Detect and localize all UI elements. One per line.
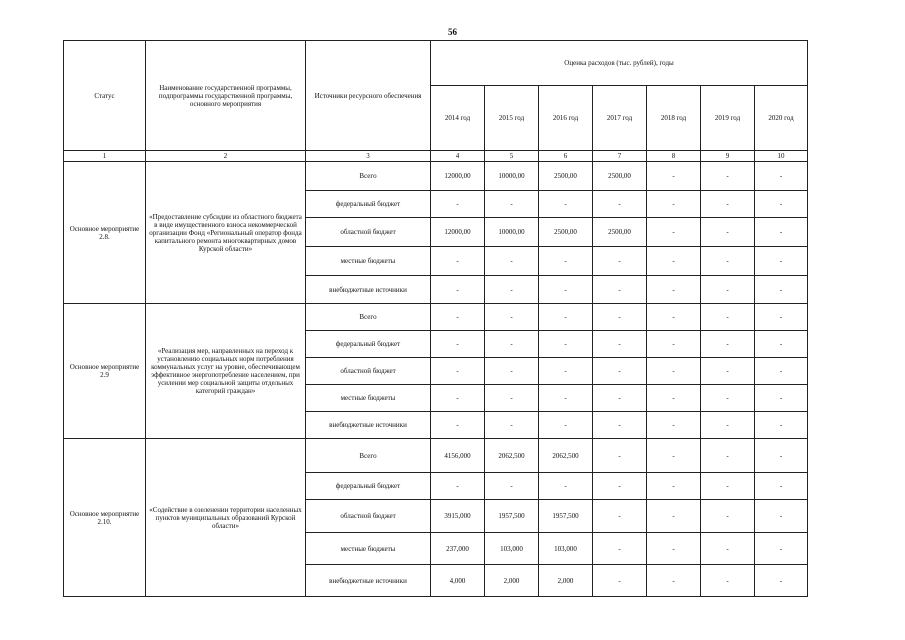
funding-source-cell: федеральный бюджет xyxy=(306,331,431,358)
funding-source-cell: областной бюджет xyxy=(306,218,431,247)
expense-value-cell: - xyxy=(701,276,755,304)
expense-value-cell: 4156,000 xyxy=(431,439,485,473)
activity-name-cell: «Содействие в озеленении территории населенных пунктов муниципальных образований Курской области» xyxy=(146,439,306,597)
expense-value-cell: - xyxy=(701,162,755,191)
expense-value-cell: - xyxy=(701,358,755,385)
column-number: 6 xyxy=(539,151,593,162)
expense-value-cell: 12000,00 xyxy=(431,162,485,191)
expense-value-cell: - xyxy=(647,565,701,597)
status-cell: Основное мероприятие 2.10. xyxy=(64,439,146,597)
expense-value-cell: 103,000 xyxy=(539,533,593,565)
funding-source-cell: Всего xyxy=(306,439,431,473)
expense-value-cell: - xyxy=(431,304,485,331)
expense-value-cell: - xyxy=(755,162,808,191)
column-number: 10 xyxy=(755,151,808,162)
expense-value-cell: - xyxy=(485,276,539,304)
expense-value-cell: - xyxy=(647,533,701,565)
expense-value-cell: - xyxy=(755,247,808,276)
expense-value-cell: 2,000 xyxy=(485,565,539,597)
expense-value-cell: 2062,500 xyxy=(539,439,593,473)
expense-value-cell: 10000,00 xyxy=(485,218,539,247)
expense-value-cell: - xyxy=(485,247,539,276)
funding-source-cell: областной бюджет xyxy=(306,500,431,533)
expense-value-cell: - xyxy=(593,565,647,597)
expense-value-cell: - xyxy=(755,218,808,247)
header-year: 2017 год xyxy=(593,86,647,151)
expense-value-cell: - xyxy=(701,218,755,247)
expense-value-cell: 2062,500 xyxy=(485,439,539,473)
status-cell: Основное мероприятие 2.8. xyxy=(64,162,146,304)
expense-value-cell: - xyxy=(539,358,593,385)
expense-value-cell: - xyxy=(755,331,808,358)
expense-value-cell: - xyxy=(593,191,647,218)
funding-source-cell: местные бюджеты xyxy=(306,247,431,276)
expense-value-cell: - xyxy=(485,191,539,218)
header-year: 2015 год xyxy=(485,86,539,151)
expense-value-cell: - xyxy=(701,439,755,473)
table-body xyxy=(64,162,808,597)
expense-value-cell: - xyxy=(755,276,808,304)
expense-value-cell: - xyxy=(647,412,701,439)
funding-source-cell: местные бюджеты xyxy=(306,385,431,412)
expense-value-cell: - xyxy=(539,191,593,218)
column-number: 3 xyxy=(306,151,431,162)
header-year: 2018 год xyxy=(647,86,701,151)
expense-value-cell: 3915,000 xyxy=(431,500,485,533)
expense-value-cell: - xyxy=(593,533,647,565)
status-cell: Основное мероприятие 2.9 xyxy=(64,304,146,439)
expense-value-cell: - xyxy=(647,276,701,304)
header-status: Статус xyxy=(64,41,146,151)
column-number: 4 xyxy=(431,151,485,162)
activity-name-cell: «Реализация мер, направленных на переход к установлению социальных норм потребления коммунальных услуг на уровне, обеспечивающем эффективное энергопотребление населением, при усилении мер социальной защиты отдельных категорий граждан» xyxy=(146,304,306,439)
expense-value-cell: - xyxy=(539,304,593,331)
expense-value-cell: - xyxy=(539,473,593,500)
header-year: 2016 год xyxy=(539,86,593,151)
funding-source-cell: внебюджетные источники xyxy=(306,412,431,439)
expense-value-cell: - xyxy=(647,331,701,358)
expense-value-cell: - xyxy=(755,533,808,565)
column-number: 2 xyxy=(146,151,306,162)
expense-value-cell: - xyxy=(647,162,701,191)
expense-value-cell: - xyxy=(485,331,539,358)
budget-table xyxy=(63,40,808,597)
expense-value-cell: - xyxy=(431,358,485,385)
expense-value-cell: - xyxy=(701,247,755,276)
expense-value-cell: - xyxy=(647,304,701,331)
expense-value-cell: - xyxy=(647,439,701,473)
funding-source-cell: областной бюджет xyxy=(306,358,431,385)
column-number: 5 xyxy=(485,151,539,162)
expense-value-cell: - xyxy=(647,247,701,276)
expense-value-cell: - xyxy=(593,247,647,276)
expense-value-cell: - xyxy=(539,276,593,304)
expense-value-cell: - xyxy=(755,439,808,473)
expense-value-cell: - xyxy=(755,191,808,218)
header-year: 2014 год xyxy=(431,86,485,151)
expense-value-cell: - xyxy=(431,473,485,500)
expense-value-cell: - xyxy=(593,412,647,439)
expense-value-cell: - xyxy=(647,191,701,218)
expense-value-cell: - xyxy=(755,304,808,331)
header-expenses: Оценка расходов (тыс. рублей), годы xyxy=(431,41,808,86)
expense-value-cell: - xyxy=(701,385,755,412)
expense-value-cell: - xyxy=(755,358,808,385)
expense-value-cell: - xyxy=(755,385,808,412)
expense-value-cell: 2500,00 xyxy=(593,162,647,191)
expense-value-cell: - xyxy=(701,473,755,500)
expense-value-cell: - xyxy=(431,385,485,412)
page-number: 56 xyxy=(448,27,457,37)
column-number: 9 xyxy=(701,151,755,162)
expense-value-cell: - xyxy=(539,331,593,358)
expense-value-cell: - xyxy=(485,412,539,439)
funding-source-cell: внебюджетные источники xyxy=(306,565,431,597)
funding-source-cell: федеральный бюджет xyxy=(306,473,431,500)
funding-source-cell: федеральный бюджет xyxy=(306,191,431,218)
expense-value-cell: - xyxy=(701,331,755,358)
header-year: 2020 год xyxy=(755,86,808,151)
funding-source-cell: внебюджетные источники xyxy=(306,276,431,304)
expense-value-cell: 2,000 xyxy=(539,565,593,597)
expense-value-cell: - xyxy=(485,358,539,385)
expense-value-cell: - xyxy=(431,412,485,439)
expense-value-cell: - xyxy=(539,247,593,276)
expense-value-cell: - xyxy=(593,439,647,473)
column-number: 8 xyxy=(647,151,701,162)
header-program-name: Наименование государственной программы, подпрограммы государственной программы, основного мероприятия xyxy=(146,41,306,151)
expense-value-cell: - xyxy=(485,304,539,331)
expense-value-cell: 12000,00 xyxy=(431,218,485,247)
expense-value-cell: 4,000 xyxy=(431,565,485,597)
expense-value-cell: - xyxy=(701,565,755,597)
funding-source-cell: Всего xyxy=(306,304,431,331)
expense-value-cell: - xyxy=(593,276,647,304)
expense-value-cell: 2500,00 xyxy=(539,218,593,247)
expense-value-cell: 2500,00 xyxy=(593,218,647,247)
expense-value-cell: - xyxy=(539,412,593,439)
expense-value-cell: - xyxy=(701,304,755,331)
expense-value-cell: - xyxy=(431,247,485,276)
expense-value-cell: - xyxy=(647,500,701,533)
expense-value-cell: - xyxy=(647,358,701,385)
expense-value-cell: - xyxy=(431,331,485,358)
expense-value-cell: - xyxy=(593,304,647,331)
expense-value-cell: - xyxy=(755,473,808,500)
expense-value-cell: - xyxy=(647,473,701,500)
expense-value-cell: 2500,00 xyxy=(539,162,593,191)
table-row xyxy=(64,304,808,331)
expense-value-cell: - xyxy=(755,500,808,533)
column-number: 1 xyxy=(64,151,146,162)
expense-value-cell: - xyxy=(755,565,808,597)
expense-value-cell: - xyxy=(485,385,539,412)
expense-value-cell: - xyxy=(701,412,755,439)
expense-value-cell: - xyxy=(701,500,755,533)
expense-value-cell: 103,000 xyxy=(485,533,539,565)
table-row xyxy=(64,439,808,473)
expense-value-cell: 1957,500 xyxy=(539,500,593,533)
expense-value-cell: - xyxy=(593,473,647,500)
expense-value-cell: 237,000 xyxy=(431,533,485,565)
expense-value-cell: - xyxy=(701,533,755,565)
expense-value-cell: 1957,500 xyxy=(485,500,539,533)
expense-value-cell: - xyxy=(593,385,647,412)
expense-value-cell: - xyxy=(593,500,647,533)
funding-source-cell: Всего xyxy=(306,162,431,191)
expense-value-cell: - xyxy=(539,385,593,412)
header-year: 2019 год xyxy=(701,86,755,151)
table-row xyxy=(64,162,808,191)
expense-value-cell: - xyxy=(647,218,701,247)
expense-value-cell: - xyxy=(431,191,485,218)
expense-value-cell: - xyxy=(431,276,485,304)
expense-value-cell: - xyxy=(701,191,755,218)
column-number: 7 xyxy=(593,151,647,162)
expense-value-cell: - xyxy=(593,358,647,385)
expense-value-cell: - xyxy=(485,473,539,500)
funding-source-cell: местные бюджеты xyxy=(306,533,431,565)
expense-value-cell: - xyxy=(647,385,701,412)
activity-name-cell: «Предоставление субсидии из областного бюджета в виде имущественного взноса некоммерческой организации Фонд «Региональный оператор фонда капитального ремонта многоквартирных домов Курской области» xyxy=(146,162,306,304)
expense-value-cell: - xyxy=(593,331,647,358)
header-sources: Источники ресурсного обеспечения xyxy=(306,41,431,151)
expense-value-cell: 10000,00 xyxy=(485,162,539,191)
expense-value-cell: - xyxy=(755,412,808,439)
